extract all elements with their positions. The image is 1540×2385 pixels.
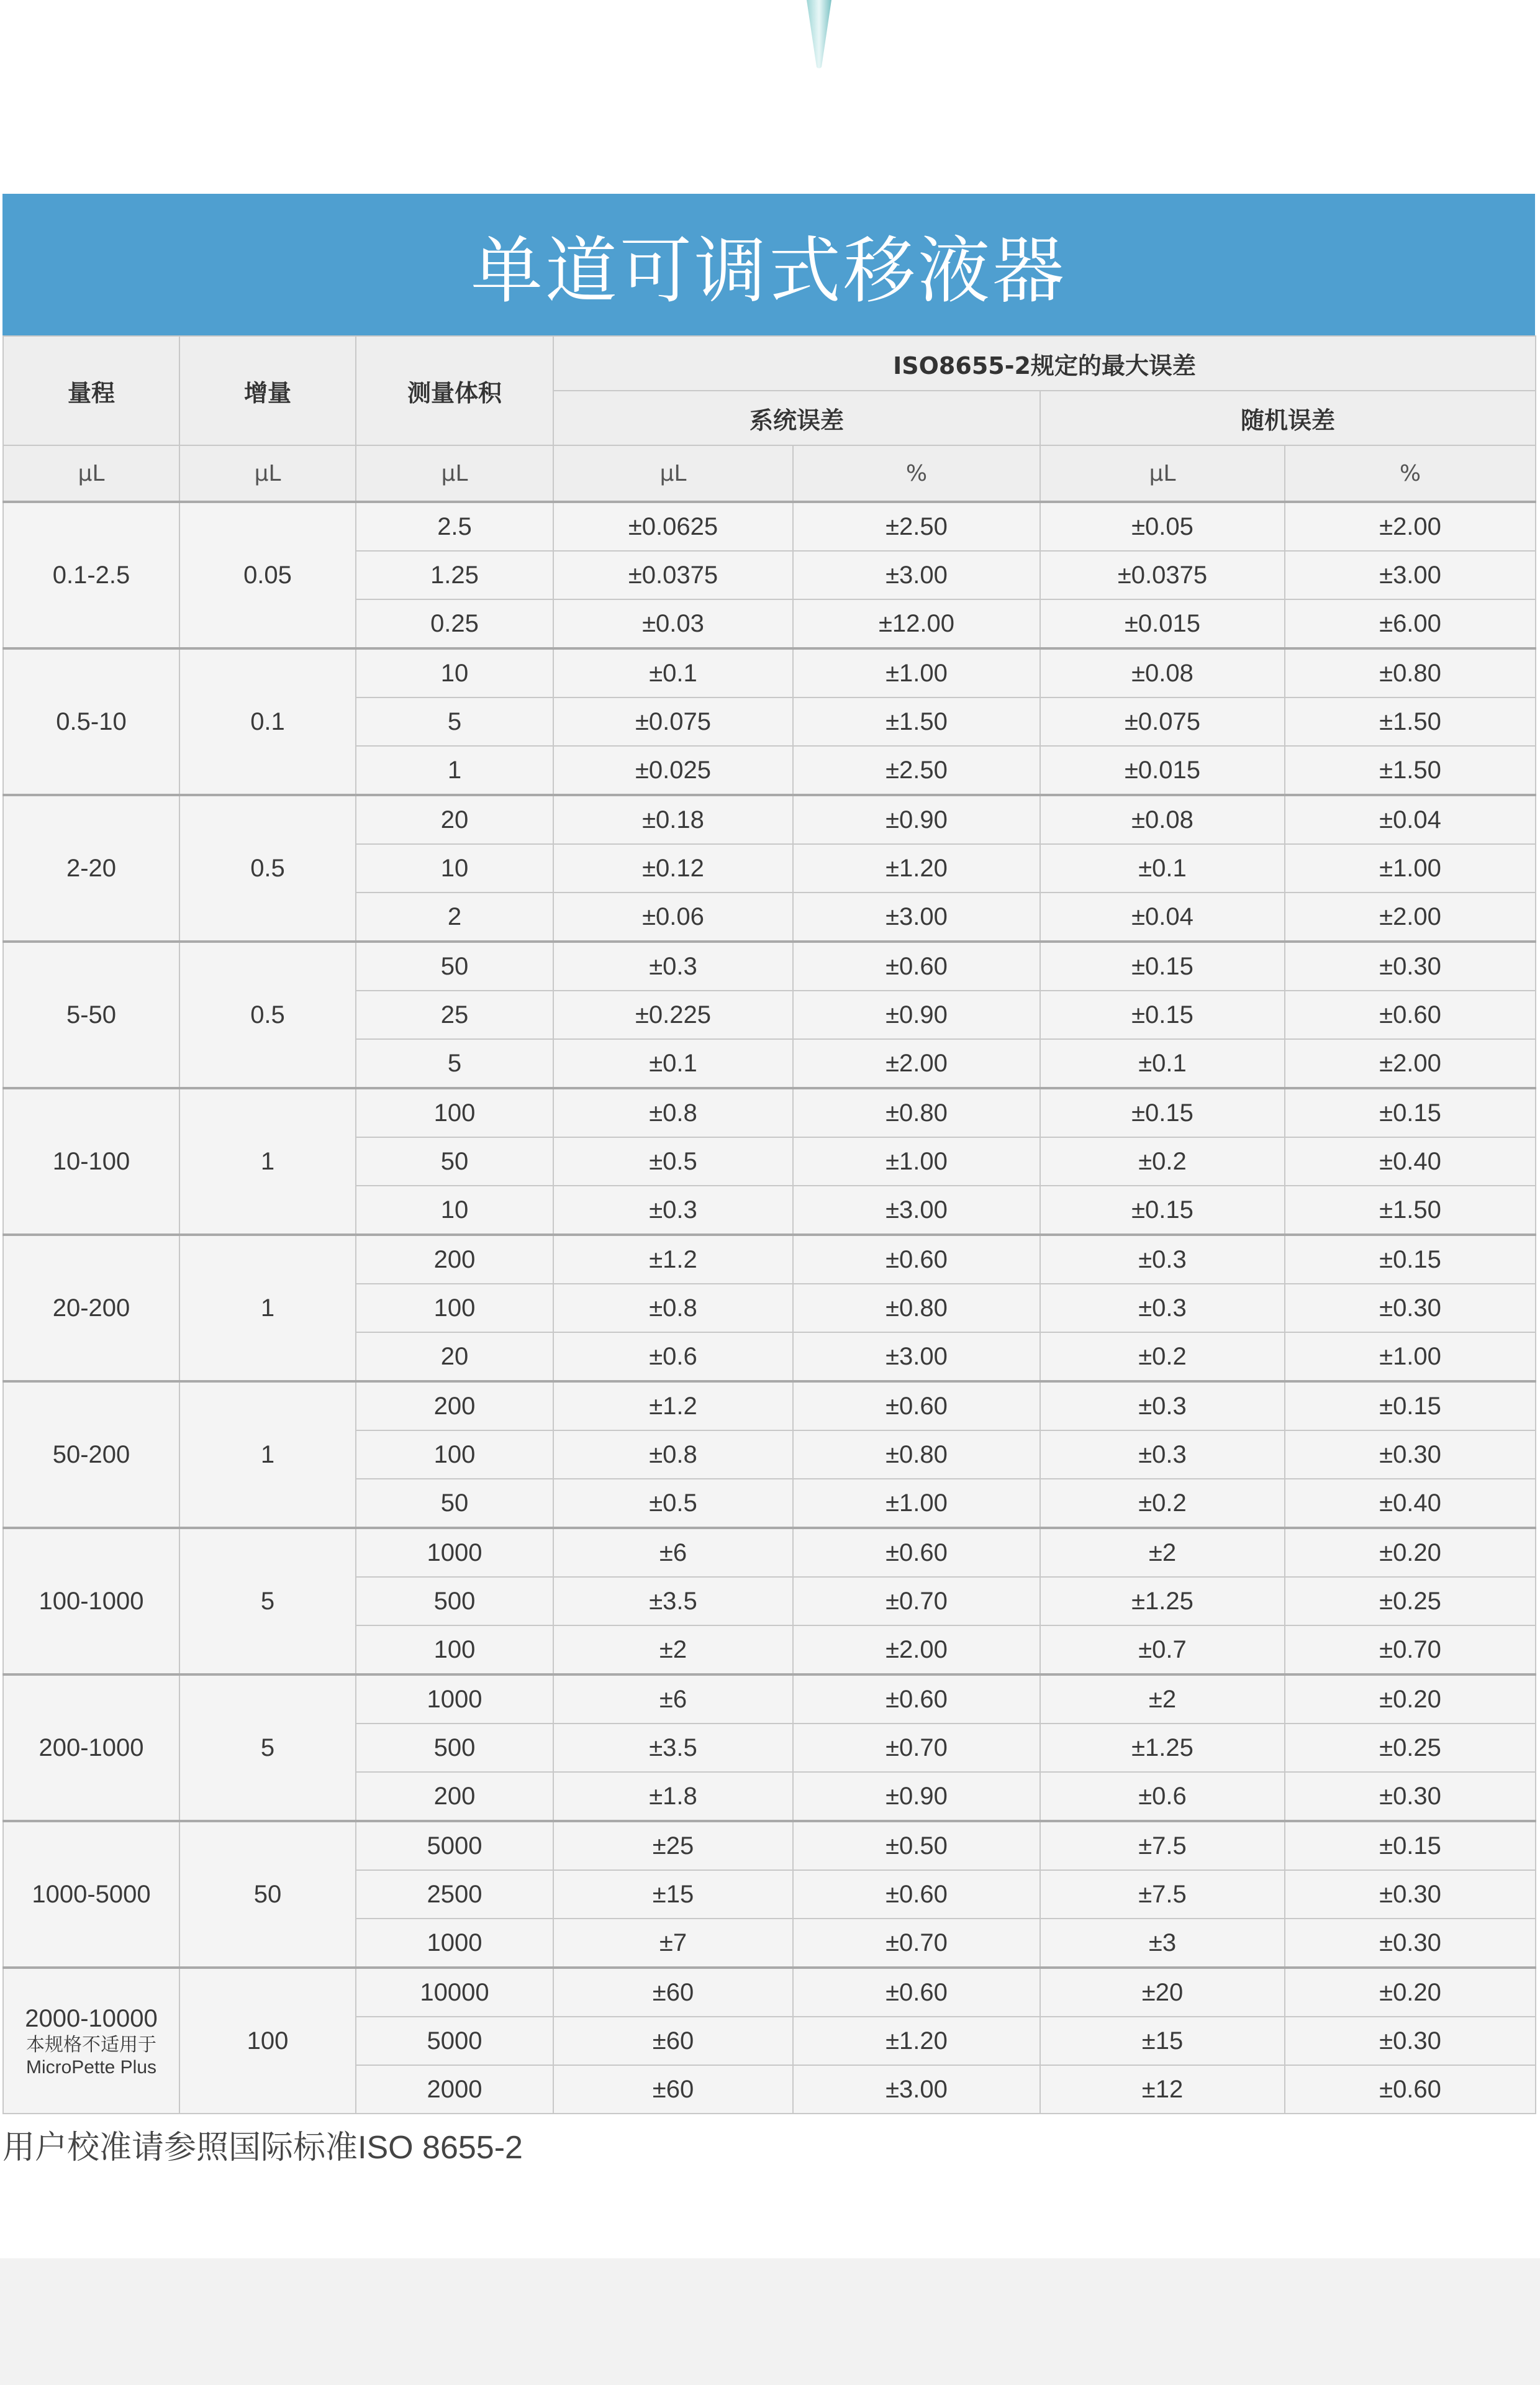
systematic-pct-cell: ±0.90 [793,1772,1040,1821]
range-value: 1000-5000 [32,1881,151,1908]
increment-cell: 0.5 [179,795,356,942]
random-pct-cell: ±0.40 [1285,1479,1536,1528]
random-pct-cell: ±1.00 [1285,1332,1536,1381]
systematic-ul-cell: ±3.5 [553,1577,793,1625]
systematic-ul-cell: ±0.6 [553,1332,793,1381]
systematic-ul-cell: ±1.2 [553,1235,793,1284]
range-cell [3,1821,179,1968]
unit-cell: % [1285,445,1536,502]
systematic-pct-cell: ±2.00 [793,1039,1040,1088]
increment-cell: 5 [179,1674,356,1821]
systematic-ul-cell: ±0.025 [553,746,793,795]
random-ul-cell: ±7.5 [1040,1870,1285,1919]
test-volume-cell: 5 [356,697,553,746]
random-ul-cell: ±0.015 [1040,746,1285,795]
range-value: 2000-10000 [25,2005,158,2032]
table-row [3,1528,1536,1577]
range-cell [3,1381,179,1528]
random-ul-cell: ±0.3 [1040,1430,1285,1479]
systematic-ul-cell: ±0.0625 [553,502,793,551]
table-row [3,942,1536,991]
range-value: 2-20 [66,855,117,882]
units-row [3,445,1536,502]
systematic-ul-cell: ±0.075 [553,697,793,746]
random-ul-cell: ±2 [1040,1528,1285,1577]
test-volume-cell: 10000 [356,1968,553,2017]
random-pct-cell: ±0.15 [1285,1821,1536,1870]
range-value: 50-200 [52,1441,130,1468]
test-volume-cell: 10 [356,648,553,697]
systematic-ul-cell: ±0.5 [553,1479,793,1528]
systematic-ul-cell: ±3.5 [553,1724,793,1772]
table-row [3,648,1536,697]
range-cell [3,1674,179,1821]
random-pct-cell: ±0.20 [1285,1968,1536,2017]
random-pct-cell: ±0.30 [1285,2017,1536,2065]
test-volume-cell: 5000 [356,1821,553,1870]
table-row [3,1235,1536,1284]
title-banner [2,194,1535,335]
systematic-pct-cell: ±0.80 [793,1088,1040,1137]
systematic-ul-cell: ±15 [553,1870,793,1919]
increment-cell: 100 [179,1968,356,2114]
random-pct-cell: ±3.00 [1285,551,1536,599]
table-row [3,1821,1536,1870]
systematic-pct-cell: ±0.60 [793,1968,1040,2017]
systematic-ul-cell: ±60 [553,1968,793,2017]
random-pct-cell: ±0.25 [1285,1577,1536,1625]
random-ul-cell: ±0.015 [1040,599,1285,648]
random-ul-cell: ±0.3 [1040,1381,1285,1430]
range-value: 0.1-2.5 [52,561,130,589]
range-note: 本规格不适用于 MicroPette Plus [25,2035,157,2078]
systematic-ul-cell: ±1.2 [553,1381,793,1430]
range-value: 0.5-10 [56,708,127,735]
systematic-ul-cell: ±7 [553,1919,793,1968]
specification-table [2,335,1536,2114]
random-ul-cell: ±0.7 [1040,1625,1285,1674]
systematic-pct-cell: ±0.70 [793,1577,1040,1625]
range-cell [3,1528,179,1674]
random-pct-cell: ±2.00 [1285,893,1536,942]
random-ul-cell: ±0.6 [1040,1772,1285,1821]
unit-cell: μL [1040,445,1285,502]
test-volume-cell: 100 [356,1625,553,1674]
random-pct-cell: ±0.30 [1285,1430,1536,1479]
test-volume-cell: 200 [356,1381,553,1430]
increment-cell: 5 [179,1528,356,1674]
unit-cell: % [793,445,1040,502]
systematic-ul-cell: ±2 [553,1625,793,1674]
systematic-pct-cell: ±2.50 [793,746,1040,795]
test-volume-cell: 50 [356,1137,553,1186]
systematic-pct-cell: ±3.00 [793,1332,1040,1381]
random-pct-cell: ±0.15 [1285,1235,1536,1284]
range-cell [3,795,179,942]
test-volume-cell: 2000 [356,2065,553,2114]
random-pct-cell: ±0.04 [1285,795,1536,844]
random-pct-cell: ±0.20 [1285,1528,1536,1577]
test-volume-cell: 2 [356,893,553,942]
table-row [3,502,1536,551]
increment-cell: 0.5 [179,942,356,1088]
random-ul-cell: ±0.15 [1040,942,1285,991]
header-iso-max-error: ISO8655-2规定的最大误差 [553,336,1536,391]
test-volume-cell: 0.25 [356,599,553,648]
random-pct-cell: ±0.30 [1285,1919,1536,1968]
test-volume-cell: 1000 [356,1674,553,1724]
systematic-ul-cell: ±0.12 [553,844,793,893]
systematic-pct-cell: ±1.00 [793,1479,1040,1528]
unit-cell: μL [179,445,356,502]
increment-cell: 50 [179,1821,356,1968]
random-ul-cell: ±0.05 [1040,502,1285,551]
random-ul-cell: ±0.075 [1040,697,1285,746]
systematic-pct-cell: ±0.90 [793,795,1040,844]
systematic-pct-cell: ±3.00 [793,1186,1040,1235]
table-row [3,1674,1536,1724]
test-volume-cell: 1 [356,746,553,795]
random-ul-cell: ±0.1 [1040,844,1285,893]
table-row [3,1381,1536,1430]
random-pct-cell: ±0.25 [1285,1724,1536,1772]
test-volume-cell: 10 [356,1186,553,1235]
systematic-pct-cell: ±1.00 [793,1137,1040,1186]
test-volume-cell: 5000 [356,2017,553,2065]
test-volume-cell: 10 [356,844,553,893]
test-volume-cell: 100 [356,1430,553,1479]
unit-cell: μL [356,445,553,502]
unit-cell: μL [553,445,793,502]
random-ul-cell: ±15 [1040,2017,1285,2065]
systematic-ul-cell: ±0.18 [553,795,793,844]
random-pct-cell: ±1.50 [1285,1186,1536,1235]
random-pct-cell: ±2.00 [1285,502,1536,551]
systematic-pct-cell: ±2.50 [793,502,1040,551]
header-range: 量程 [3,336,179,445]
systematic-ul-cell: ±0.06 [553,893,793,942]
random-pct-cell: ±2.00 [1285,1039,1536,1088]
random-ul-cell: ±0.3 [1040,1284,1285,1332]
header-increment: 增量 [179,336,356,445]
random-ul-cell: ±0.15 [1040,1186,1285,1235]
systematic-ul-cell: ±0.8 [553,1430,793,1479]
random-ul-cell: ±0.2 [1040,1137,1285,1186]
table-row [3,1968,1536,2017]
systematic-ul-cell: ±0.5 [553,1137,793,1186]
table-row [3,1088,1536,1137]
random-ul-cell: ±0.0375 [1040,551,1285,599]
random-ul-cell: ±7.5 [1040,1821,1285,1870]
range-cell [3,1235,179,1381]
random-pct-cell: ±0.60 [1285,2065,1536,2114]
header-systematic-error: 系统误差 [553,391,1040,445]
random-pct-cell: ±0.15 [1285,1088,1536,1137]
increment-cell: 0.05 [179,502,356,648]
range-cell [3,648,179,795]
systematic-pct-cell: ±0.80 [793,1430,1040,1479]
test-volume-cell: 25 [356,991,553,1039]
header-random-error: 随机误差 [1040,391,1536,445]
range-value: 5-50 [66,1001,117,1029]
random-pct-cell: ±0.60 [1285,991,1536,1039]
bottom-band [0,2258,1540,2385]
increment-cell: 1 [179,1088,356,1235]
systematic-pct-cell: ±0.60 [793,1870,1040,1919]
random-ul-cell: ±3 [1040,1919,1285,1968]
test-volume-cell: 100 [356,1284,553,1332]
systematic-pct-cell: ±0.60 [793,1528,1040,1577]
systematic-ul-cell: ±0.03 [553,599,793,648]
random-ul-cell: ±0.1 [1040,1039,1285,1088]
random-ul-cell: ±0.15 [1040,991,1285,1039]
test-volume-cell: 100 [356,1088,553,1137]
test-volume-cell: 20 [356,795,553,844]
range-value: 200-1000 [38,1734,144,1761]
random-pct-cell: ±0.30 [1285,1870,1536,1919]
systematic-pct-cell: ±0.60 [793,1235,1040,1284]
systematic-pct-cell: ±2.00 [793,1625,1040,1674]
systematic-pct-cell: ±0.70 [793,1724,1040,1772]
random-ul-cell: ±0.3 [1040,1235,1285,1284]
random-ul-cell: ±2 [1040,1674,1285,1724]
test-volume-cell: 1000 [356,1528,553,1577]
range-value: 100-1000 [38,1588,144,1615]
systematic-pct-cell: ±0.80 [793,1284,1040,1332]
systematic-pct-cell: ±0.60 [793,1381,1040,1430]
range-cell [3,1968,179,2114]
test-volume-cell: 2500 [356,1870,553,1919]
page-title: 单道可调式移液器 [471,229,1067,313]
systematic-pct-cell: ±0.50 [793,1821,1040,1870]
random-ul-cell: ±0.04 [1040,893,1285,942]
systematic-ul-cell: ±0.1 [553,1039,793,1088]
test-volume-cell: 50 [356,1479,553,1528]
random-ul-cell: ±20 [1040,1968,1285,2017]
random-pct-cell: ±1.50 [1285,697,1536,746]
systematic-ul-cell: ±0.3 [553,942,793,991]
systematic-ul-cell: ±0.8 [553,1284,793,1332]
random-pct-cell: ±6.00 [1285,599,1536,648]
random-ul-cell: ±0.2 [1040,1332,1285,1381]
systematic-pct-cell: ±12.00 [793,599,1040,648]
test-volume-cell: 2.5 [356,502,553,551]
test-volume-cell: 200 [356,1772,553,1821]
random-pct-cell: ±0.20 [1285,1674,1536,1724]
test-volume-cell: 500 [356,1724,553,1772]
systematic-pct-cell: ±0.90 [793,991,1040,1039]
range-value: 20-200 [52,1294,130,1322]
random-ul-cell: ±0.15 [1040,1088,1285,1137]
table-body [3,502,1536,2114]
random-pct-cell: ±0.30 [1285,1772,1536,1821]
systematic-ul-cell: ±0.225 [553,991,793,1039]
systematic-ul-cell: ±60 [553,2065,793,2114]
unit-cell: μL [3,445,179,502]
test-volume-cell: 200 [356,1235,553,1284]
test-volume-cell: 5 [356,1039,553,1088]
test-volume-cell: 1.25 [356,551,553,599]
random-pct-cell: ±0.70 [1285,1625,1536,1674]
increment-cell: 1 [179,1235,356,1381]
random-pct-cell: ±1.00 [1285,844,1536,893]
systematic-ul-cell: ±60 [553,2017,793,2065]
random-pct-cell: ±0.15 [1285,1381,1536,1430]
range-value: 10-100 [52,1148,130,1175]
systematic-pct-cell: ±3.00 [793,2065,1040,2114]
test-volume-cell: 1000 [356,1919,553,1968]
increment-cell: 1 [179,1381,356,1528]
systematic-ul-cell: ±0.8 [553,1088,793,1137]
random-ul-cell: ±0.2 [1040,1479,1285,1528]
calibration-footnote: 用户校准请参照国际标准ISO 8655-2 [2,2130,523,2166]
systematic-pct-cell: ±0.60 [793,1674,1040,1724]
random-ul-cell: ±0.08 [1040,795,1285,844]
random-ul-cell: ±12 [1040,2065,1285,2114]
random-ul-cell: ±0.08 [1040,648,1285,697]
random-ul-cell: ±1.25 [1040,1724,1285,1772]
systematic-ul-cell: ±6 [553,1674,793,1724]
random-pct-cell: ±0.30 [1285,1284,1536,1332]
systematic-ul-cell: ±1.8 [553,1772,793,1821]
systematic-ul-cell: ±25 [553,1821,793,1870]
range-cell [3,942,179,1088]
test-volume-cell: 500 [356,1577,553,1625]
systematic-pct-cell: ±1.00 [793,648,1040,697]
systematic-pct-cell: ±1.50 [793,697,1040,746]
range-cell [3,1088,179,1235]
increment-cell: 0.1 [179,648,356,795]
header-test-volume: 测量体积 [356,336,553,445]
random-pct-cell: ±0.30 [1285,942,1536,991]
systematic-pct-cell: ±1.20 [793,844,1040,893]
range-cell [3,502,179,648]
random-ul-cell: ±1.25 [1040,1577,1285,1625]
systematic-ul-cell: ±0.3 [553,1186,793,1235]
systematic-pct-cell: ±0.70 [793,1919,1040,1968]
random-pct-cell: ±0.40 [1285,1137,1536,1186]
random-pct-cell: ±0.80 [1285,648,1536,697]
systematic-pct-cell: ±0.60 [793,942,1040,991]
systematic-pct-cell: ±3.00 [793,551,1040,599]
random-pct-cell: ±1.50 [1285,746,1536,795]
systematic-ul-cell: ±0.0375 [553,551,793,599]
test-volume-cell: 50 [356,942,553,991]
systematic-pct-cell: ±1.20 [793,2017,1040,2065]
systematic-pct-cell: ±3.00 [793,893,1040,942]
systematic-ul-cell: ±6 [553,1528,793,1577]
test-volume-cell: 20 [356,1332,553,1381]
systematic-ul-cell: ±0.1 [553,648,793,697]
pipette-tip-icon [804,0,834,70]
table-row [3,795,1536,844]
